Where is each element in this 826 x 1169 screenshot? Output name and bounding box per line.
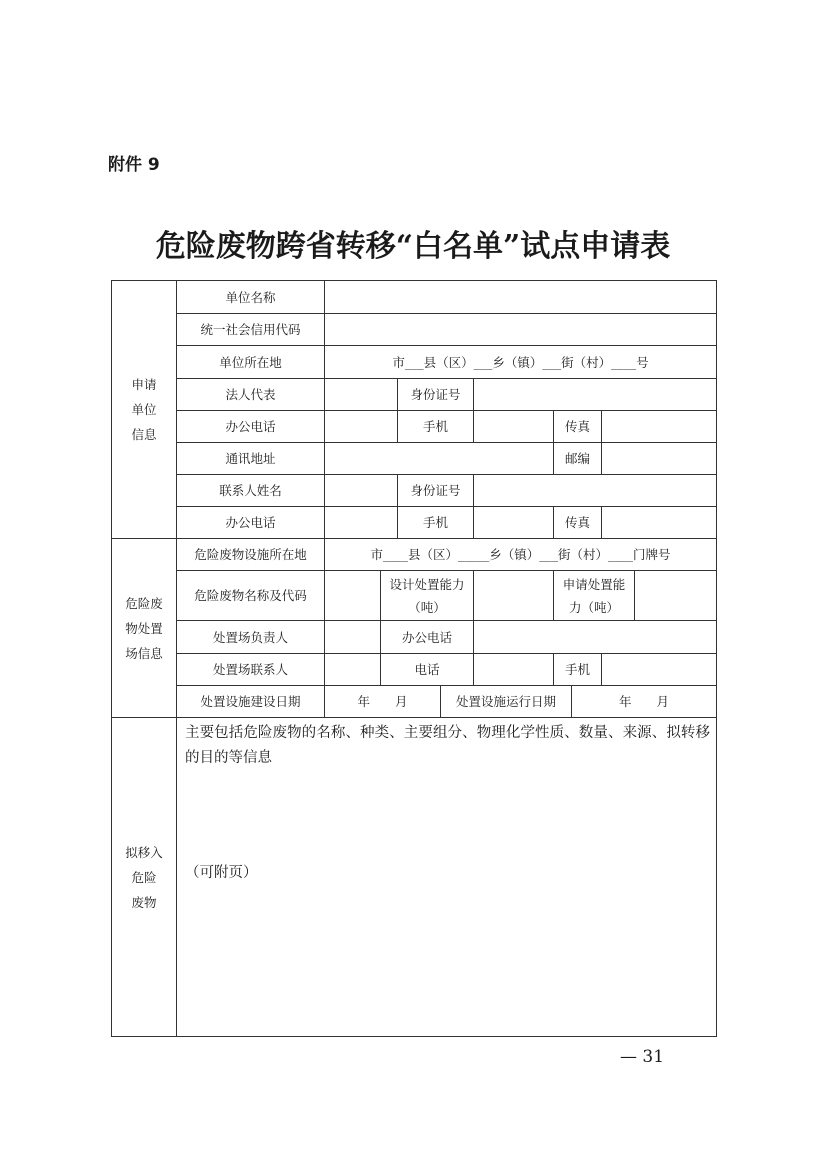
section-label-line: 申请 <box>131 377 157 392</box>
legal-rep-row <box>177 379 717 411</box>
applicant-section-label <box>112 281 177 539</box>
unit-name-field <box>325 281 717 314</box>
incoming-waste-note: （可附页） <box>185 865 258 881</box>
postcode-label: 邮编 <box>554 443 602 475</box>
waste-name-code-field <box>325 571 381 621</box>
section-label-line: 危险 <box>131 869 157 885</box>
credit-code-field <box>325 314 717 346</box>
office-phone-label: 办公电话 <box>177 411 325 443</box>
facility-contact-row <box>177 654 717 686</box>
section-label-line: 废物 <box>131 894 157 910</box>
facility-contact-label: 处置场联系人 <box>177 654 325 686</box>
office-phone-field <box>325 411 398 443</box>
build-date-field: 年 月 <box>325 686 441 718</box>
contact-office-phone-label: 办公电话 <box>177 507 325 539</box>
section-label-line: 拟移入 <box>125 844 163 860</box>
facility-rows <box>177 539 717 718</box>
apply-capacity-label <box>554 571 635 621</box>
facility-office-phone-label: 办公电话 <box>381 621 474 654</box>
incoming-waste-description: 主要包括危险废物的名称、种类、主要组分、物理化学性质、数量、来源、拟转移的目的等信息 <box>185 725 710 766</box>
waste-capacity-row <box>177 571 717 621</box>
facility-manager-row <box>177 621 717 654</box>
facility-location-field: 市____县（区）_____乡（镇）___街（村）____门牌号 <box>325 539 717 571</box>
facility-office-phone-field <box>474 621 717 654</box>
section-label-line: 物处置 <box>125 620 163 636</box>
page-title: 危险废物跨省转移“白名单”试点申请表 <box>155 229 671 264</box>
section-label-line: 危险废 <box>125 595 163 611</box>
section-label-line: 信息 <box>131 427 157 442</box>
facility-mobile-label: 手机 <box>554 654 602 686</box>
incoming-waste-rows <box>177 718 717 1037</box>
legal-rep-label: 法人代表 <box>177 379 325 411</box>
facility-section <box>112 539 717 718</box>
facility-section-label <box>112 539 177 718</box>
facility-dates-row <box>177 686 717 718</box>
mail-address-row <box>177 443 717 475</box>
unit-location-field: 市___县（区）___乡（镇）___街（村）____号 <box>325 346 717 379</box>
contact-office-phone-field <box>325 507 398 539</box>
contact-name-field <box>325 475 398 507</box>
unit-location-label: 单位所在地 <box>177 346 325 379</box>
section-label-line: 场信息 <box>125 645 163 661</box>
fax-field <box>602 411 717 443</box>
unit-name-row <box>177 281 717 314</box>
waste-name-code-label: 危险废物名称及代码 <box>177 571 325 621</box>
applicant-section <box>112 281 717 539</box>
credit-code-label: 统一社会信用代码 <box>177 314 325 346</box>
facility-mobile-field <box>602 654 717 686</box>
mail-address-field <box>325 443 554 475</box>
facility-manager-field <box>325 621 381 654</box>
section-label-line: 单位 <box>131 402 157 417</box>
design-capacity-field <box>474 571 554 621</box>
credit-code-row <box>177 314 717 346</box>
design-capacity-line: 设计处置能力 <box>389 576 465 592</box>
facility-phone-label: 电话 <box>381 654 474 686</box>
contact-phone-row <box>177 507 717 539</box>
contact-id-field <box>474 475 717 507</box>
applicant-rows <box>177 281 717 539</box>
incoming-waste-section <box>112 718 717 1037</box>
postcode-field <box>602 443 717 475</box>
contact-name-row <box>177 475 717 507</box>
contact-mobile-field <box>474 507 554 539</box>
facility-phone-field <box>474 654 554 686</box>
facility-contact-field <box>325 654 381 686</box>
facility-manager-label: 处置场负责人 <box>177 621 325 654</box>
contact-fax-field <box>602 507 717 539</box>
run-date-field: 年 月 <box>572 686 717 718</box>
page-number: — 31 <box>620 1047 665 1067</box>
application-form-table <box>111 280 717 1037</box>
fax-label: 传真 <box>554 411 602 443</box>
facility-location-label: 危险废物设施所在地 <box>177 539 325 571</box>
contact-mobile-label: 手机 <box>398 507 474 539</box>
mail-address-label: 通讯地址 <box>177 443 325 475</box>
design-capacity-label <box>381 571 474 621</box>
run-date-label: 处置设施运行日期 <box>441 686 572 718</box>
incoming-waste-field <box>177 718 717 1037</box>
build-date-label: 处置设施建设日期 <box>177 686 325 718</box>
mobile-field <box>474 411 554 443</box>
design-capacity-line: （吨） <box>408 599 446 615</box>
mobile-label: 手机 <box>398 411 474 443</box>
apply-capacity-field <box>635 571 717 621</box>
legal-rep-field <box>325 379 398 411</box>
incoming-waste-section-label <box>112 718 177 1037</box>
apply-capacity-line: 力（吨） <box>568 599 619 615</box>
unit-name-label: 单位名称 <box>177 281 325 314</box>
contact-name-label: 联系人姓名 <box>177 475 325 507</box>
legal-rep-id-label: 身份证号 <box>398 379 474 411</box>
annex-number: 附件 9 <box>108 155 160 175</box>
contact-fax-label: 传真 <box>554 507 602 539</box>
legal-rep-id-field <box>474 379 717 411</box>
contact-id-label: 身份证号 <box>398 475 474 507</box>
facility-location-row <box>177 539 717 571</box>
apply-capacity-line: 申请处置能 <box>562 576 626 592</box>
unit-location-row <box>177 346 717 379</box>
office-phone-row <box>177 411 717 443</box>
